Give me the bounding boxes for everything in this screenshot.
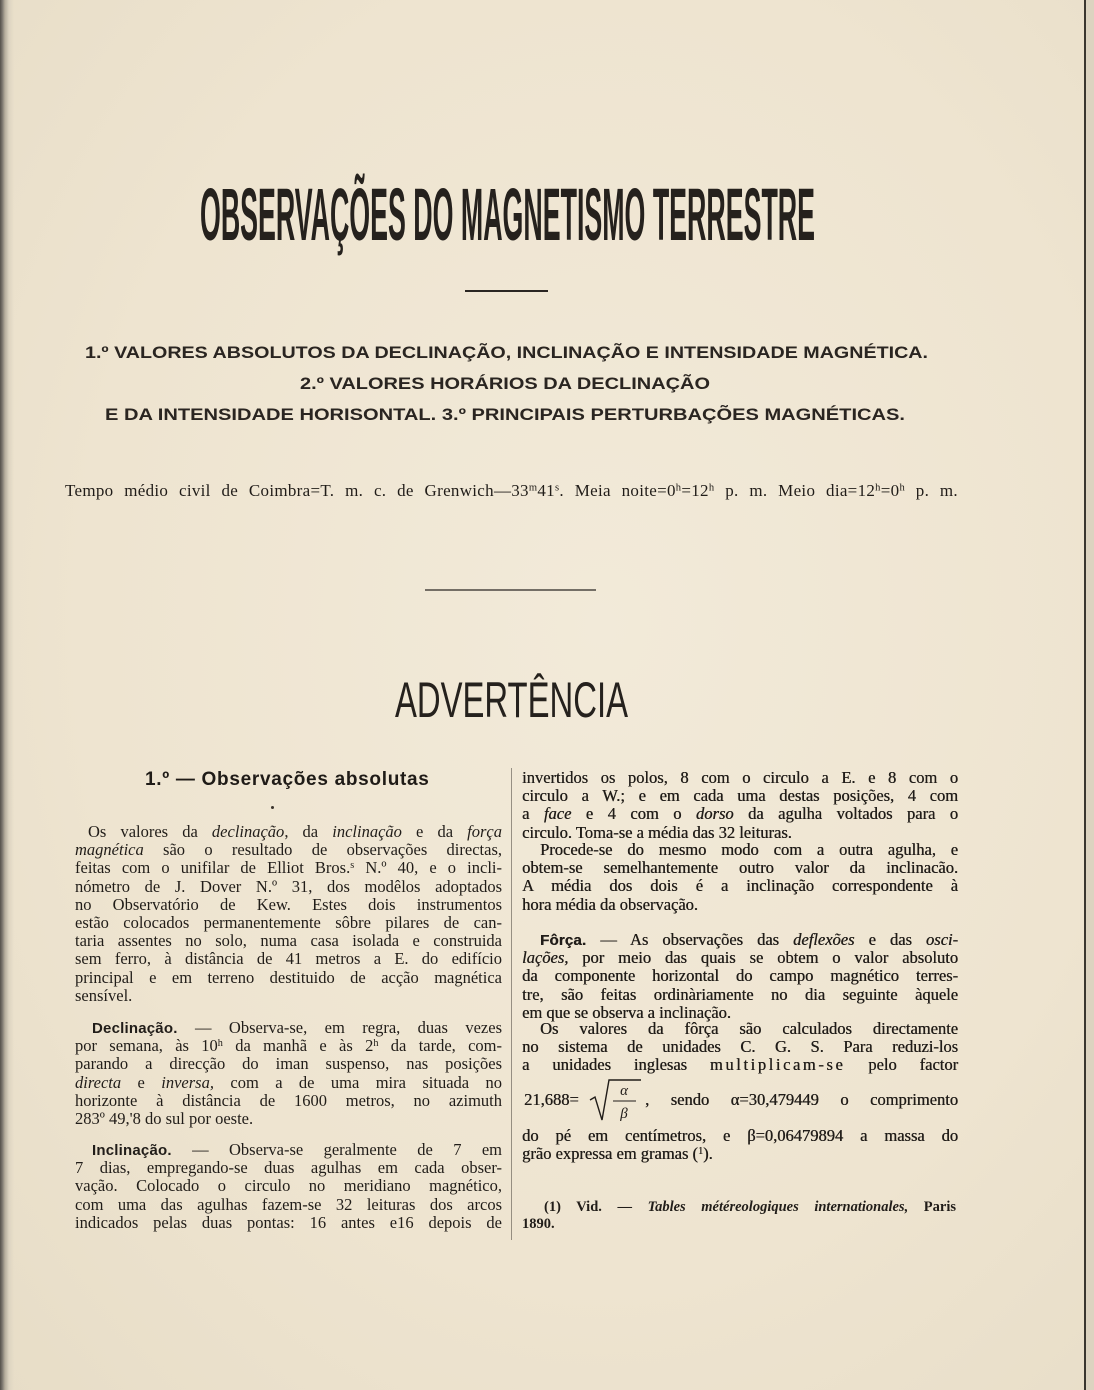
superscript: m bbox=[528, 482, 538, 494]
text-line bbox=[522, 787, 958, 805]
text-segment: =0 bbox=[880, 481, 900, 500]
text-segment: Paris bbox=[908, 1199, 957, 1215]
text-segment: 7 dias, empregando-se duas agulhas em cada obser- bbox=[75, 1158, 502, 1178]
superscript: s bbox=[350, 860, 355, 872]
radical-fraction bbox=[589, 1077, 645, 1123]
text-line bbox=[75, 1037, 502, 1055]
radical-sign bbox=[590, 1080, 641, 1120]
text-segment: p. m. bbox=[905, 481, 958, 500]
text-segment: com a de uma mira situada no bbox=[213, 1072, 502, 1092]
text-segment: e bbox=[121, 1072, 162, 1092]
text-segment: indicados pelas duas pontas: 16 antes e16 depois de bbox=[75, 1212, 502, 1232]
text-segment: a unidades inglesas bbox=[522, 1055, 710, 1075]
italic-text: face bbox=[543, 804, 572, 824]
paragraph-inclination bbox=[75, 1141, 502, 1232]
text-segment: (1) Vid. — bbox=[544, 1199, 648, 1215]
text-segment: tre, são feitas ordinàriamente no dia seguinte àquele bbox=[522, 984, 958, 1004]
text-segment: com uma das agulhas fazem-se 32 leituras dos arcos bbox=[75, 1194, 502, 1214]
text-segment: obtem-se semelhantemente outro valor da inclinacão. bbox=[522, 858, 958, 878]
text-line bbox=[522, 769, 958, 787]
italic-text: lações, bbox=[522, 948, 569, 968]
text-line bbox=[75, 1141, 502, 1159]
text-line bbox=[75, 841, 502, 859]
text-segment: 1890. bbox=[522, 1216, 555, 1232]
run-in-heading: Declinação. bbox=[92, 1020, 178, 1037]
paragraph-foot-grain bbox=[522, 1127, 958, 1163]
paragraph-force bbox=[522, 931, 958, 1022]
superscript: h bbox=[675, 482, 682, 494]
text-line bbox=[522, 877, 958, 895]
text-line bbox=[75, 1110, 502, 1128]
text-segment: do pé em centímetros, e β=0,06479894 a massa do bbox=[522, 1126, 958, 1145]
ornament-dot bbox=[271, 806, 274, 809]
subtitle-line-3: E DA INTENSIDADE HORISONTAL. 3.º PRINCIPAIS PERTURBAÇÕES MAGNÉTICAS. bbox=[105, 406, 763, 424]
subtitle-line-1: 1.º VALORES ABSOLUTOS DA DECLINAÇÃO, INCLINAÇÃO E INTENSIDADE MAGNÉTICA. bbox=[85, 344, 792, 362]
text-segment: horizonte à distância de 1600 metros, no azimuth bbox=[75, 1090, 502, 1110]
text-segment: ). bbox=[703, 1144, 713, 1164]
text-line bbox=[522, 1199, 956, 1216]
text-line bbox=[75, 969, 502, 987]
text-segment: hora média da observação. bbox=[522, 894, 698, 914]
text-segment: por semana, às 10 bbox=[75, 1036, 218, 1056]
superscript: h bbox=[217, 1038, 223, 1050]
text-segment: 283º 49,'8 do sul por oeste. bbox=[75, 1108, 254, 1128]
italic-text: magnética bbox=[75, 840, 144, 860]
text-segment: circulo a W.; e em cada uma destas posições, 4 com bbox=[522, 786, 958, 806]
paragraph-inclination-continued bbox=[522, 769, 958, 842]
text-segment: =12 bbox=[681, 481, 709, 500]
italic-text: deflexões bbox=[793, 930, 855, 949]
superscript: s bbox=[554, 482, 560, 494]
text-segment: em que se observa a inclinação. bbox=[522, 1002, 731, 1022]
text-segment: parando a direcção do iman suspenso, nas posições bbox=[75, 1054, 502, 1074]
italic-text: dorso bbox=[695, 804, 734, 824]
text-line bbox=[75, 914, 502, 932]
left-column-heading: 1.º — Observações absolutas bbox=[145, 769, 430, 790]
text-line bbox=[522, 967, 958, 985]
time-reference-note bbox=[65, 481, 958, 501]
text-segment: e 4 com o bbox=[571, 804, 696, 824]
text-segment: da componente horizontal do campo magnético terres- bbox=[522, 966, 958, 986]
text-line bbox=[522, 841, 958, 859]
paragraph-instruments bbox=[75, 823, 502, 1005]
text-line bbox=[522, 1038, 958, 1056]
text-line bbox=[75, 859, 502, 877]
footnote bbox=[522, 1199, 956, 1233]
text-line bbox=[75, 1177, 502, 1195]
text-segment: 41 bbox=[537, 481, 555, 500]
superscript: h bbox=[875, 482, 881, 494]
text-segment: — As observações das bbox=[586, 930, 794, 949]
page-title: OBSERVAÇÕES DO MAGNETISMO TERRESTRE bbox=[200, 173, 815, 256]
text-segment: sensível. bbox=[75, 985, 133, 1005]
text-line bbox=[75, 932, 502, 950]
superscript: h bbox=[373, 1038, 379, 1050]
superscript: h bbox=[708, 482, 715, 494]
text-line bbox=[75, 1055, 502, 1073]
text-segment: , da bbox=[284, 822, 333, 841]
text-segment: taria assentes no solo, numa casa isolada e construida bbox=[75, 931, 502, 951]
text-segment: A média dos dois é a inclinação correspondente à bbox=[522, 876, 958, 896]
text-line bbox=[522, 986, 958, 1004]
text-line bbox=[75, 823, 502, 841]
text-line bbox=[522, 1216, 956, 1233]
italic-text: inclinação bbox=[332, 822, 402, 841]
text-segment: p. m. Meio dia=12 bbox=[714, 481, 876, 500]
formula-lhs: 21,688= bbox=[524, 1090, 579, 1109]
text-line bbox=[75, 1074, 502, 1092]
text-segment: — Observa-se, em regra, duas vezes bbox=[177, 1018, 502, 1037]
text-segment: circulo. Toma-se a média das 32 leituras. bbox=[522, 822, 792, 842]
paragraph-units bbox=[522, 1020, 958, 1075]
spaced-text: multiplicam-se bbox=[709, 1055, 846, 1075]
formula-rhs bbox=[645, 1091, 958, 1109]
text-line bbox=[65, 481, 958, 501]
text-segment: N.º 40, e o incli- bbox=[354, 858, 502, 878]
text-segment: vação. Colocado o circulo no meridiano magnético, bbox=[75, 1176, 502, 1196]
text-segment: Os valores da fôrça são calculados directamente bbox=[540, 1019, 958, 1038]
text-line: , sendo α=30,479449 o comprimento bbox=[645, 1090, 958, 1109]
subtitle-line-2: 2.º VALORES HORÁRIOS DA DECLINAÇÃO bbox=[300, 375, 639, 393]
text-line bbox=[522, 949, 958, 967]
text-segment: grão expressa em gramas ( bbox=[522, 1144, 698, 1164]
text-segment: principal e em terreno destituido de acção magnética bbox=[75, 967, 502, 987]
text-segment: Procede-se do mesmo modo com a outra agulha, e bbox=[540, 840, 958, 859]
text-segment: por meio das quais se obtem o valor absoluto bbox=[568, 948, 958, 968]
text-segment: no sistema de unidades C. G. S. Para reduzi-los bbox=[522, 1037, 958, 1057]
text-line bbox=[75, 1019, 502, 1037]
text-segment: no Observatório de Kew. Estes dois instrumentos bbox=[75, 894, 502, 914]
run-in-heading: Fôrça. bbox=[540, 932, 587, 949]
text-segment: da agulha voltados para o bbox=[733, 804, 959, 824]
text-line bbox=[75, 878, 502, 896]
italic-text: declinação bbox=[211, 822, 285, 841]
text-segment: pelo factor bbox=[845, 1055, 958, 1075]
italic-text: osci- bbox=[925, 930, 958, 949]
text-segment: e das bbox=[854, 930, 926, 949]
paragraph-second-needle bbox=[522, 841, 958, 914]
column-divider bbox=[511, 768, 512, 1240]
text-line bbox=[522, 805, 958, 823]
text-segment: — Observa-se geralmente de 7 em bbox=[171, 1140, 502, 1159]
text-line bbox=[522, 896, 958, 914]
text-line bbox=[75, 987, 502, 1005]
text-segment: Tempo médio civil de Coimbra=T. m. c. de Grenwich—33 bbox=[65, 481, 529, 500]
fraction-denominator: β bbox=[620, 1106, 628, 1122]
italic-text: Tables météreologiques internationales, bbox=[647, 1199, 909, 1215]
text-line bbox=[75, 1214, 502, 1232]
text-line bbox=[75, 1159, 502, 1177]
paragraph-declination bbox=[75, 1019, 502, 1128]
text-segment: invertidos os polos, 8 com o circulo a E. e 8 com o bbox=[522, 768, 958, 787]
run-in-heading: Inclinação. bbox=[92, 1142, 172, 1159]
text-line bbox=[75, 896, 502, 914]
text-line bbox=[522, 859, 958, 877]
text-segment: . Meia noite=0 bbox=[559, 481, 676, 500]
superscript: 1 bbox=[697, 1146, 704, 1158]
text-segment: a bbox=[522, 804, 544, 824]
text-line bbox=[522, 1127, 958, 1145]
text-segment: da tarde, com- bbox=[378, 1036, 503, 1056]
text-line bbox=[522, 1020, 958, 1038]
text-segment: feitas com o unifilar de Elliot Bros. bbox=[75, 858, 351, 878]
superscript: h bbox=[899, 482, 906, 494]
text-segment: estão colocados permanentemente sôbre pilares de can- bbox=[75, 912, 502, 932]
text-segment: da manhã e às 2 bbox=[222, 1036, 374, 1056]
text-segment: são o resultado de observações directas, bbox=[143, 840, 502, 860]
section-title: ADVERTÊNCIA bbox=[395, 672, 629, 728]
text-line bbox=[522, 931, 958, 949]
text-segment: nómetro de J. Dover N.º 31, dos modêlos adoptados bbox=[75, 876, 502, 896]
text-line bbox=[522, 1145, 958, 1163]
italic-text: inversa, bbox=[161, 1072, 214, 1092]
italic-text: força bbox=[467, 822, 502, 841]
text-line bbox=[75, 1092, 502, 1110]
italic-text: directa bbox=[75, 1072, 122, 1092]
text-segment: sem ferro, à distância de 41 metros a E. do edifício bbox=[75, 949, 502, 969]
text-line bbox=[75, 1196, 502, 1214]
fraction-numerator: α bbox=[620, 1083, 628, 1099]
text-segment: Os valores da bbox=[88, 822, 212, 841]
text-line bbox=[522, 1056, 958, 1074]
text-segment: e da bbox=[401, 822, 468, 841]
text-line bbox=[75, 950, 502, 968]
